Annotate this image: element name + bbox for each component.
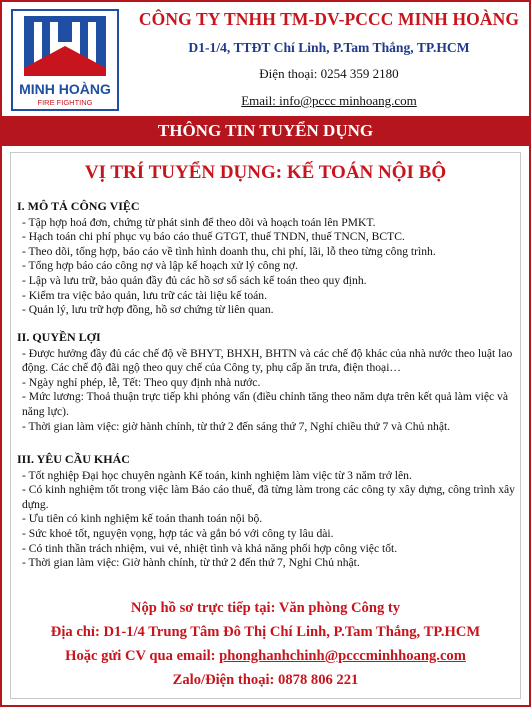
list-item: - Được hưởng đầy đủ các chế độ về BHYT, BHXH, BHTN và các chế độ khác của nhà nước theo luật lao động. Các chế độ đãi ngộ theo quy chế của Công ty, phụ cấp ăn trưa, điện thoại… [22, 346, 513, 375]
list-item: - Sức khoẻ tốt, nguyện vọng, hợp tác và gắn bó với công ty lâu dài. [22, 526, 334, 540]
title-banner: THÔNG TIN TUYỂN DỤNG [2, 116, 529, 146]
list-item: - Có kinh nghiệm tốt trong việc làm Báo cáo thuế, đã từng làm trong các công ty xây dựng, công trình xây dựng. [22, 483, 515, 511]
apply-email-line [11, 648, 520, 665]
section-heading: II. QUYỀN LỢI [17, 330, 101, 344]
position-title: VỊ TRÍ TUYỂN DỤNG: KẾ TOÁN NỘI BỘ [84, 162, 447, 183]
section-heading: I. MÔ TẢ CÔNG VIỆC [17, 199, 140, 213]
list-item: - Theo dõi, tổng hợp, báo cáo về tình hình doanh thu, chi phí, lãi, lỗ theo từng công trình. [22, 244, 436, 258]
company-email [130, 93, 528, 109]
list-item: - Lập và lưu trữ, bảo quản đầy đủ các hồ sơ sổ sách kế toán theo quy định. [22, 273, 367, 287]
company-name: CÔNG TY TNHH TM-DV-PCCC MINH HOÀNG [138, 9, 520, 29]
apply-in-person: Nộp hồ sơ trực tiếp tại: Văn phòng Công ty [130, 600, 401, 616]
apply-email-prefix: Hoặc gửi CV qua email: [65, 648, 220, 664]
list-item: - Tập hợp hoá đơn, chứng từ phát sinh để theo dõi và hoạch toán lên PMKT. [22, 215, 376, 229]
company-phone: Điện thoại: 0254 359 2180 [259, 66, 399, 81]
job-details-box [10, 152, 521, 699]
company-email-text[interactable]: Email: info@pccc minhoang.com [241, 93, 417, 108]
list-item: - Tốt nghiệp Đại học chuyên ngành Kế toán, kinh nghiệm làm việc từ 3 năm trở lên. [22, 468, 412, 482]
list-item: - Ngày nghỉ phép, lễ, Tết: Theo quy định nhà nước. [22, 375, 261, 389]
list-item: - Hạch toán chi phí phục vụ báo cáo thuế GTGT, thuế TNDN, thuế TNCN, BCTC. [22, 230, 405, 244]
company-address: D1-1/4, TTĐT Chí Linh, P.Tam Thắng, TP.HCM [188, 40, 470, 55]
list-item: - Quản lý, lưu trữ hợp đồng, hồ sơ chứng từ liên quan. [22, 303, 274, 317]
section-requirements [17, 452, 517, 571]
list-item: - Mức lương: Thoả thuận trực tiếp khi phỏng vấn (điều chỉnh tăng theo năm dựa trên kết quả làm việc và năng lực). [22, 390, 508, 418]
list-item: - Kiểm tra việc bảo quản, lưu trữ các tài liệu kế toán. [22, 288, 267, 302]
logo-tagline: FIRE FIGHTING [37, 98, 93, 107]
section-heading: III. YÊU CẦU KHÁC [17, 452, 130, 466]
apply-phone: Zalo/Điện thoại: 0878 806 221 [172, 672, 359, 688]
apply-address: Địa chỉ: D1-1/4 Trung Tâm Đô Thị Chí Linh, P.Tam Thắng, TP.HCM [50, 624, 481, 640]
list-item: - Thời gian làm việc: giờ hành chính, từ thứ 2 đến sáng thứ 7, Nghỉ chiều thứ 7 và Chủ nhật. [22, 419, 451, 433]
apply-email-link[interactable]: phonghanhchinh@pcccminhhoang.com [219, 648, 466, 664]
list-item: - Có tinh thần trách nhiệm, vui vẻ, nhiệt tình và khả năng phối hợp công việc tốt. [22, 541, 398, 555]
logo-brand-name: MINH HOÀNG [19, 81, 111, 97]
letterhead [2, 2, 529, 112]
section-job-description [17, 199, 517, 318]
company-logo [10, 8, 120, 112]
list-item: - Thời gian làm việc: Giờ hành chính, từ thứ 2 đến thứ 7, Nghỉ Chủ nhật. [22, 556, 360, 570]
section-benefits [17, 330, 517, 434]
list-item: - Tổng hợp báo cáo công nợ và lập kế hoạch xử lý công nợ. [22, 259, 298, 273]
list-item: - Ưu tiên có kinh nghiệm kế toán thanh toán nội bộ. [22, 512, 263, 526]
